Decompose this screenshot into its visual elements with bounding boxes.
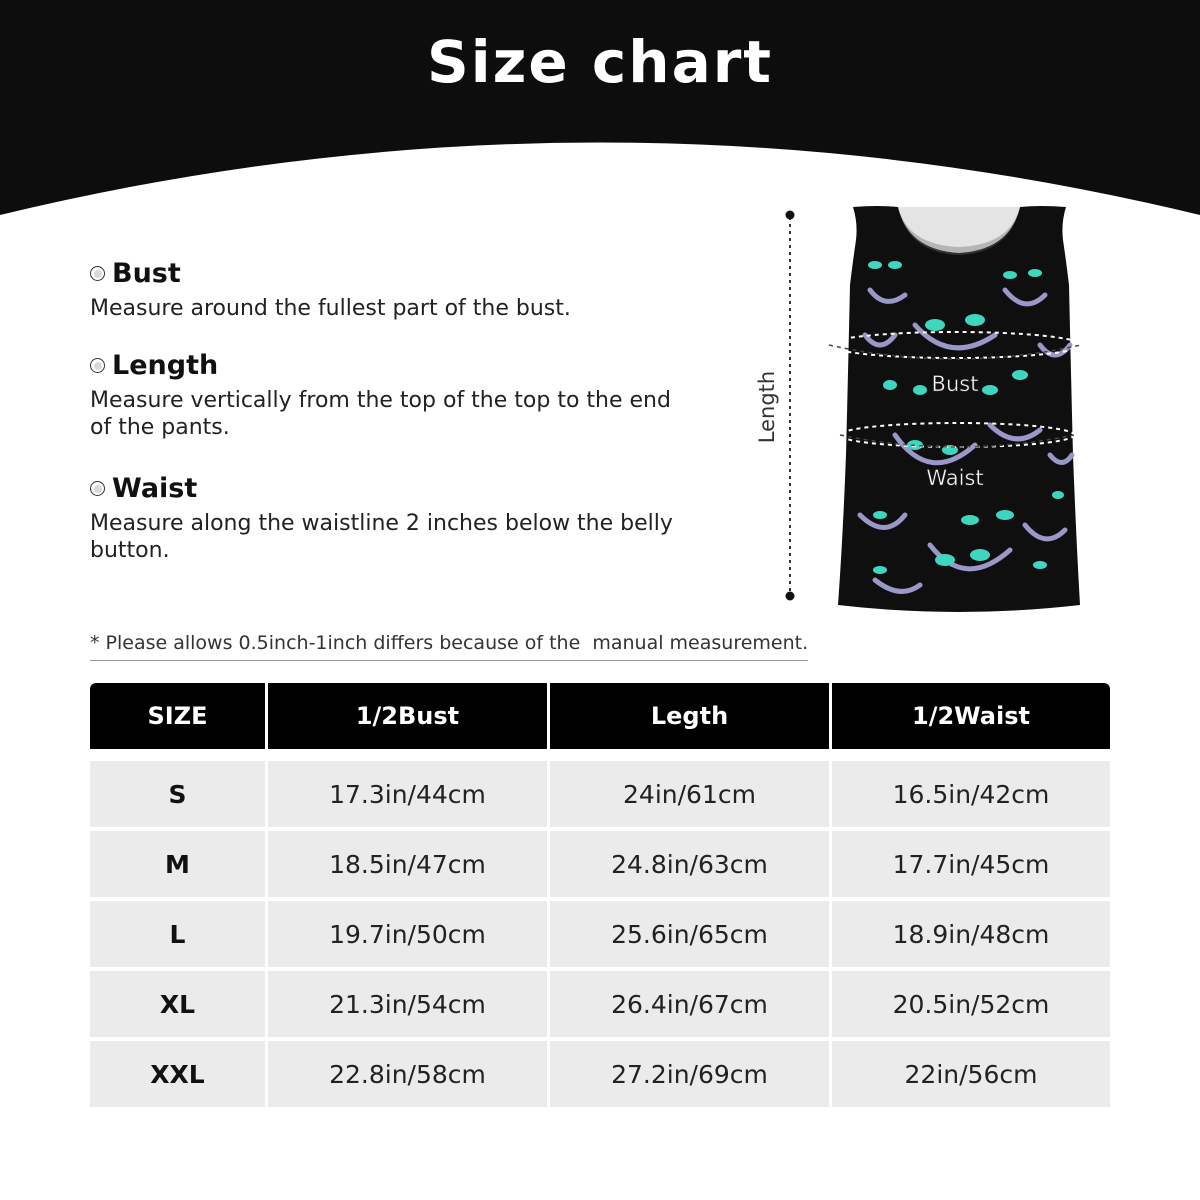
length-cell: 25.6in/65cm — [550, 901, 832, 971]
bust-cell: 17.3in/44cm — [268, 761, 550, 831]
length-cell: 24in/61cm — [550, 761, 832, 831]
table-row — [90, 831, 1110, 901]
bust-cell: 21.3in/54cm — [268, 971, 550, 1041]
waist-cell: 16.5in/42cm — [832, 761, 1110, 831]
length-cell: 26.4in/67cm — [550, 971, 832, 1041]
table-row — [90, 761, 1110, 831]
waist-cell: 22in/56cm — [832, 1041, 1110, 1107]
size-cell: S — [90, 761, 268, 831]
size-table — [90, 683, 1110, 1107]
length-endpoint-bottom — [786, 592, 795, 601]
guide-bust — [90, 258, 710, 322]
guide-waist-title: Waist — [112, 473, 198, 504]
length-cell: 27.2in/69cm — [550, 1041, 832, 1107]
header-half-waist: 1/2Waist — [832, 683, 1110, 749]
bust-label: Bust — [931, 372, 979, 396]
size-cell: M — [90, 831, 268, 901]
waist-cell: 20.5in/52cm — [832, 971, 1110, 1041]
waist-cell: 17.7in/45cm — [832, 831, 1110, 901]
measurement-note: * Please allows 0.5inch-1inch differs because of the manual measurement. — [90, 632, 808, 661]
length-label: Length — [755, 370, 779, 444]
guide-length — [90, 350, 690, 441]
table-row — [90, 901, 1110, 971]
bust-cell: 18.5in/47cm — [268, 831, 550, 901]
guide-bust-title: Bust — [112, 258, 181, 289]
header-half-bust: 1/2Bust — [268, 683, 550, 749]
tank-top-illustration — [740, 195, 1140, 625]
table-header-row — [90, 683, 1110, 749]
size-cell: L — [90, 901, 268, 971]
size-cell: XL — [90, 971, 268, 1041]
header-length: Legth — [550, 683, 832, 749]
guide-waist-desc: Measure along the waistline 2 inches below the belly button. — [90, 511, 673, 563]
page-title: Size chart — [426, 28, 774, 96]
guide-length-desc: Measure vertically from the top of the top to the end of the pants. — [90, 388, 671, 440]
length-cell: 24.8in/63cm — [550, 831, 832, 901]
guide-bust-desc: Measure around the fullest part of the bust. — [90, 296, 571, 321]
table-row — [90, 1041, 1110, 1107]
guide-waist — [90, 473, 710, 564]
size-cell: XXL — [90, 1041, 268, 1107]
circle-bullet-icon — [90, 266, 105, 281]
length-endpoint-top — [786, 211, 795, 220]
bust-cell: 19.7in/50cm — [268, 901, 550, 971]
circle-bullet-icon — [90, 358, 105, 373]
table-row — [90, 971, 1110, 1041]
guide-length-title: Length — [112, 350, 219, 381]
bust-cell: 22.8in/58cm — [268, 1041, 550, 1107]
waist-label: Waist — [926, 466, 984, 490]
header-size: SIZE — [90, 683, 268, 749]
circle-bullet-icon — [90, 481, 105, 496]
waist-cell: 18.9in/48cm — [832, 901, 1110, 971]
